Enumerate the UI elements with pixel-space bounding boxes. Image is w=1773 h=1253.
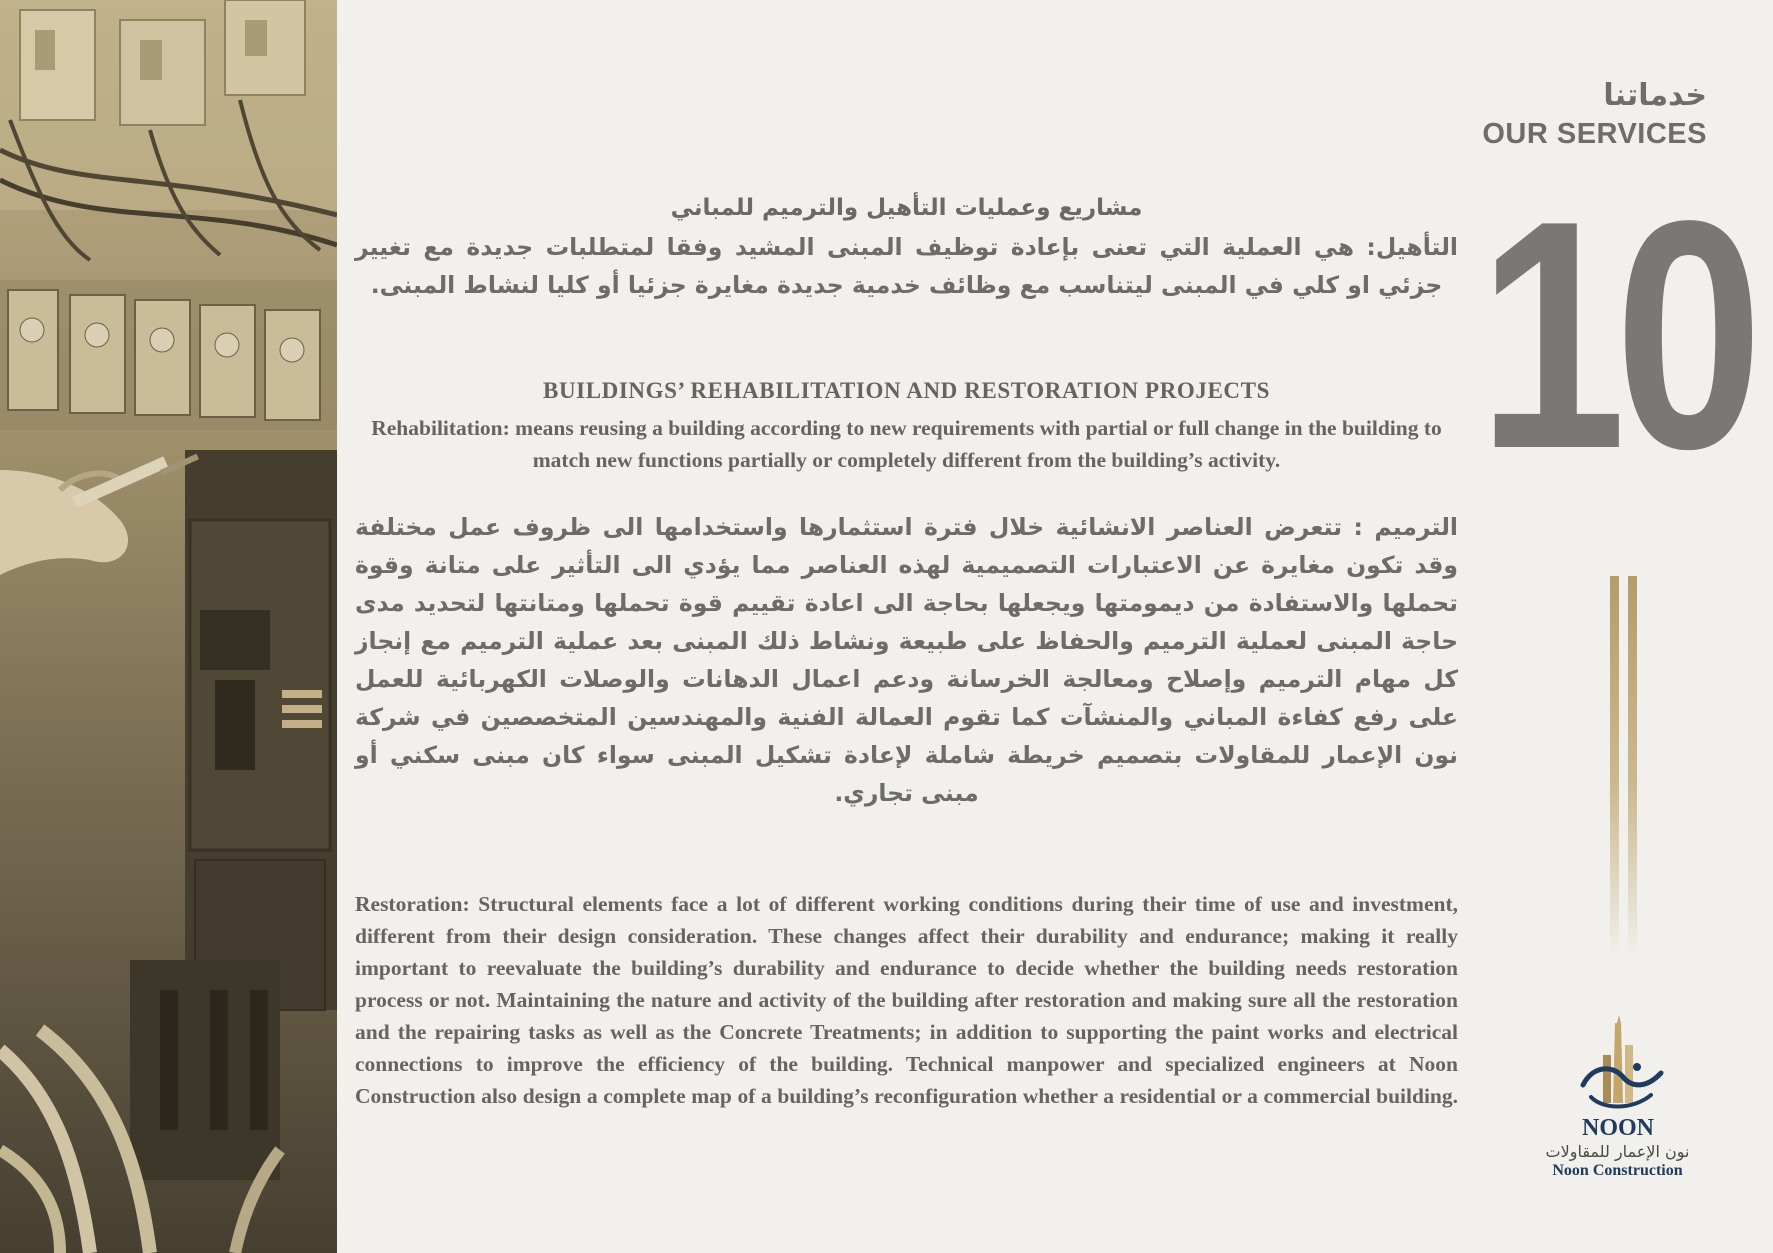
english-heading: BUILDINGS’ REHABILITATION AND RESTORATION PROJECTS [543, 378, 1270, 403]
arabic-restoration-paragraph: الترميم : تتعرض العناصر الانشائية خلال فترة استثمارها واستخدامها الى ظروف عمل مختلفة وقد تكون مغايرة عن الاعتبارات التصميمية لهذه العناصر مما يؤدي الى التأثير على متانة وقوة تحملها والاستفادة من ديمومتها ويجعلها بحاجة الى اعادة تقييم قوة تحملها ومتانتها لتحديد مدى حاجة المبنى لعملية الترميم والحفاظ على طبيعة ونشاط ذلك المبنى بعد عملية الترميم مع إنجاز كل مهام الترميم وإصلاح ومعالجة الخرسانة ودعم اعمال الدهانات والوصلات الكهربائية للعمل على رفع كفاءة المباني والمنشآت كما تقوم العمالة الفنية والمهندسين المتخصصين في شركة نون الإعمار للمقاولات بتصميم خريطة شاملة لإعادة تشكيل المبنى سواء كان مبنى سكني أو مبنى تجاري. [355, 513, 1458, 807]
service-number: 10 [1478, 153, 1752, 516]
electrical-panel-photo [0, 0, 337, 1253]
arabic-rehabilitation-paragraph: التأهيل: هي العملية التي تعنى بإعادة توظيف المبنى المشيد وفقا لمتطلبات جديدة مع تغيير جزئي او كلي في المبنى ليتناسب مع وظائف خدمية جديدة مغايرة جزئيا أو كليا لنشاط المبنى. [355, 233, 1458, 299]
company-name-arabic: نون الإعمار للمقاولات [1545, 1142, 1690, 1161]
section-title-english: OUR SERVICES [1482, 118, 1707, 150]
english-rehabilitation-paragraph: Rehabilitation: means reusing a building according to new requirements with partial or full change in the building to match new functions partially or completely different from the building’s activity. [371, 416, 1442, 472]
noon-logo-icon [1563, 1015, 1673, 1140]
company-logo [1530, 1015, 1705, 1180]
section-title-arabic: خدماتنا [1603, 78, 1707, 113]
electrical-panel-illustration [0, 0, 337, 1253]
company-name-english: Noon Construction [1552, 1162, 1683, 1179]
english-restoration-paragraph: Restoration: Structural elements face a lot of different working conditions during their time of use and investment, different from their design consideration. These changes affect their durability and endurance; making it really important to reevaluate the building’s durability and endurance to decide whether the building needs restoration process or not. Maintaining the nature and activity of the building after restoration and making sure all the restoration and the repairing tasks as well as the Concrete Treatments; in addition to supporting the paint works and electrical connections to improve the efficiency of the building. Technical manpower and specialized engineers at Noon Construction also design a complete map of a building’s reconfiguration whether a residential or a commercial building. [355, 892, 1458, 1108]
gold-divider-bar [1610, 576, 1619, 958]
logo-wordmark: NOON [1581, 1115, 1654, 1140]
arabic-heading: مشاريع وعمليات التأهيل والترميم للمباني [670, 195, 1143, 221]
gold-divider-bar [1628, 576, 1637, 958]
